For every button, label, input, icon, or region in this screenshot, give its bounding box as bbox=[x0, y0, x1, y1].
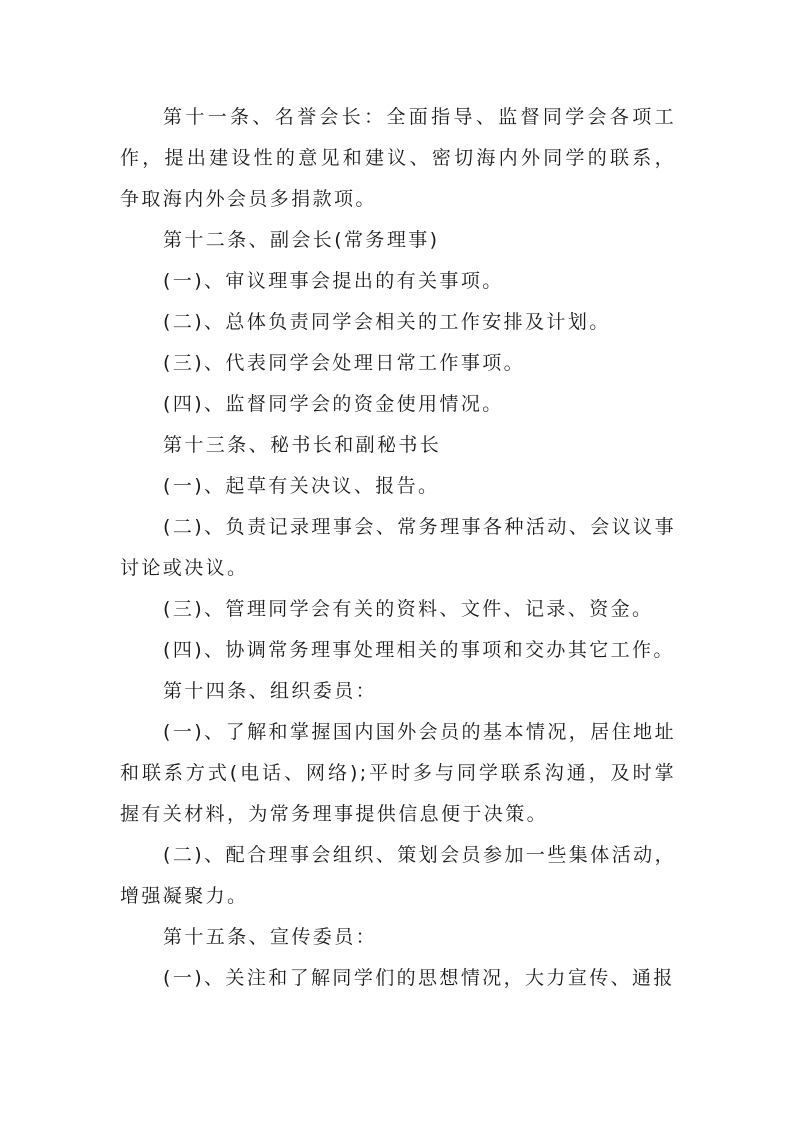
paragraph-article-12-item-1: (一)、审议理事会提出的有关事项。 bbox=[163, 270, 504, 292]
paragraph-article-11: 第十一条、名誉会长：全面指导、监督同学会各项工作，提出建设性的意见和建议、密切海内外同学的联系，争取海内外会员多捐款项。 bbox=[120, 106, 676, 210]
paragraph-article-12-item-4: (四)、监督同学会的资金使用情况。 bbox=[163, 393, 504, 415]
paragraph-article-13-item-3: (三)、管理同学会有关的资料、文件、记录、资金。 bbox=[163, 598, 654, 620]
paragraph-article-13-item-4: (四)、协调常务理事处理相关的事项和交办其它工作。 bbox=[163, 639, 675, 661]
document-body bbox=[120, 97, 676, 999]
paragraph-article-12-item-3: (三)、代表同学会处理日常工作事项。 bbox=[163, 352, 526, 374]
paragraph-article-13-item-1: (一)、起草有关决议、报告。 bbox=[163, 475, 440, 497]
paragraph-article-15-item-1: (一)、关注和了解同学们的思想情况，大力宣传、通报 bbox=[163, 967, 675, 989]
paragraph-article-14-item-1: (一)、了解和掌握国内国外会员的基本情况，居住地址和联系方式(电话、网络);平时多与同学联系沟通，及时掌握有关材料，为常务理事提供信息便于决策。 bbox=[120, 721, 676, 825]
paragraph-article-15-heading: 第十五条、宣传委员： bbox=[163, 926, 378, 948]
paragraph-article-14-heading: 第十四条、组织委员： bbox=[163, 680, 378, 702]
paragraph-article-12-item-2: (二)、总体负责同学会相关的工作安排及计划。 bbox=[163, 311, 611, 333]
paragraph-article-12-heading: 第十二条、副会长(常务理事) bbox=[163, 229, 440, 251]
paragraph-article-13-heading: 第十三条、秘书长和副秘书长 bbox=[163, 434, 442, 456]
paragraph-article-14-item-2: (二)、配合理事会组织、策划会员参加一些集体活动，增强凝聚力。 bbox=[120, 844, 676, 907]
paragraph-article-13-item-2: (二)、负责记录理事会、常务理事各种活动、会议议事讨论或决议。 bbox=[120, 516, 676, 579]
